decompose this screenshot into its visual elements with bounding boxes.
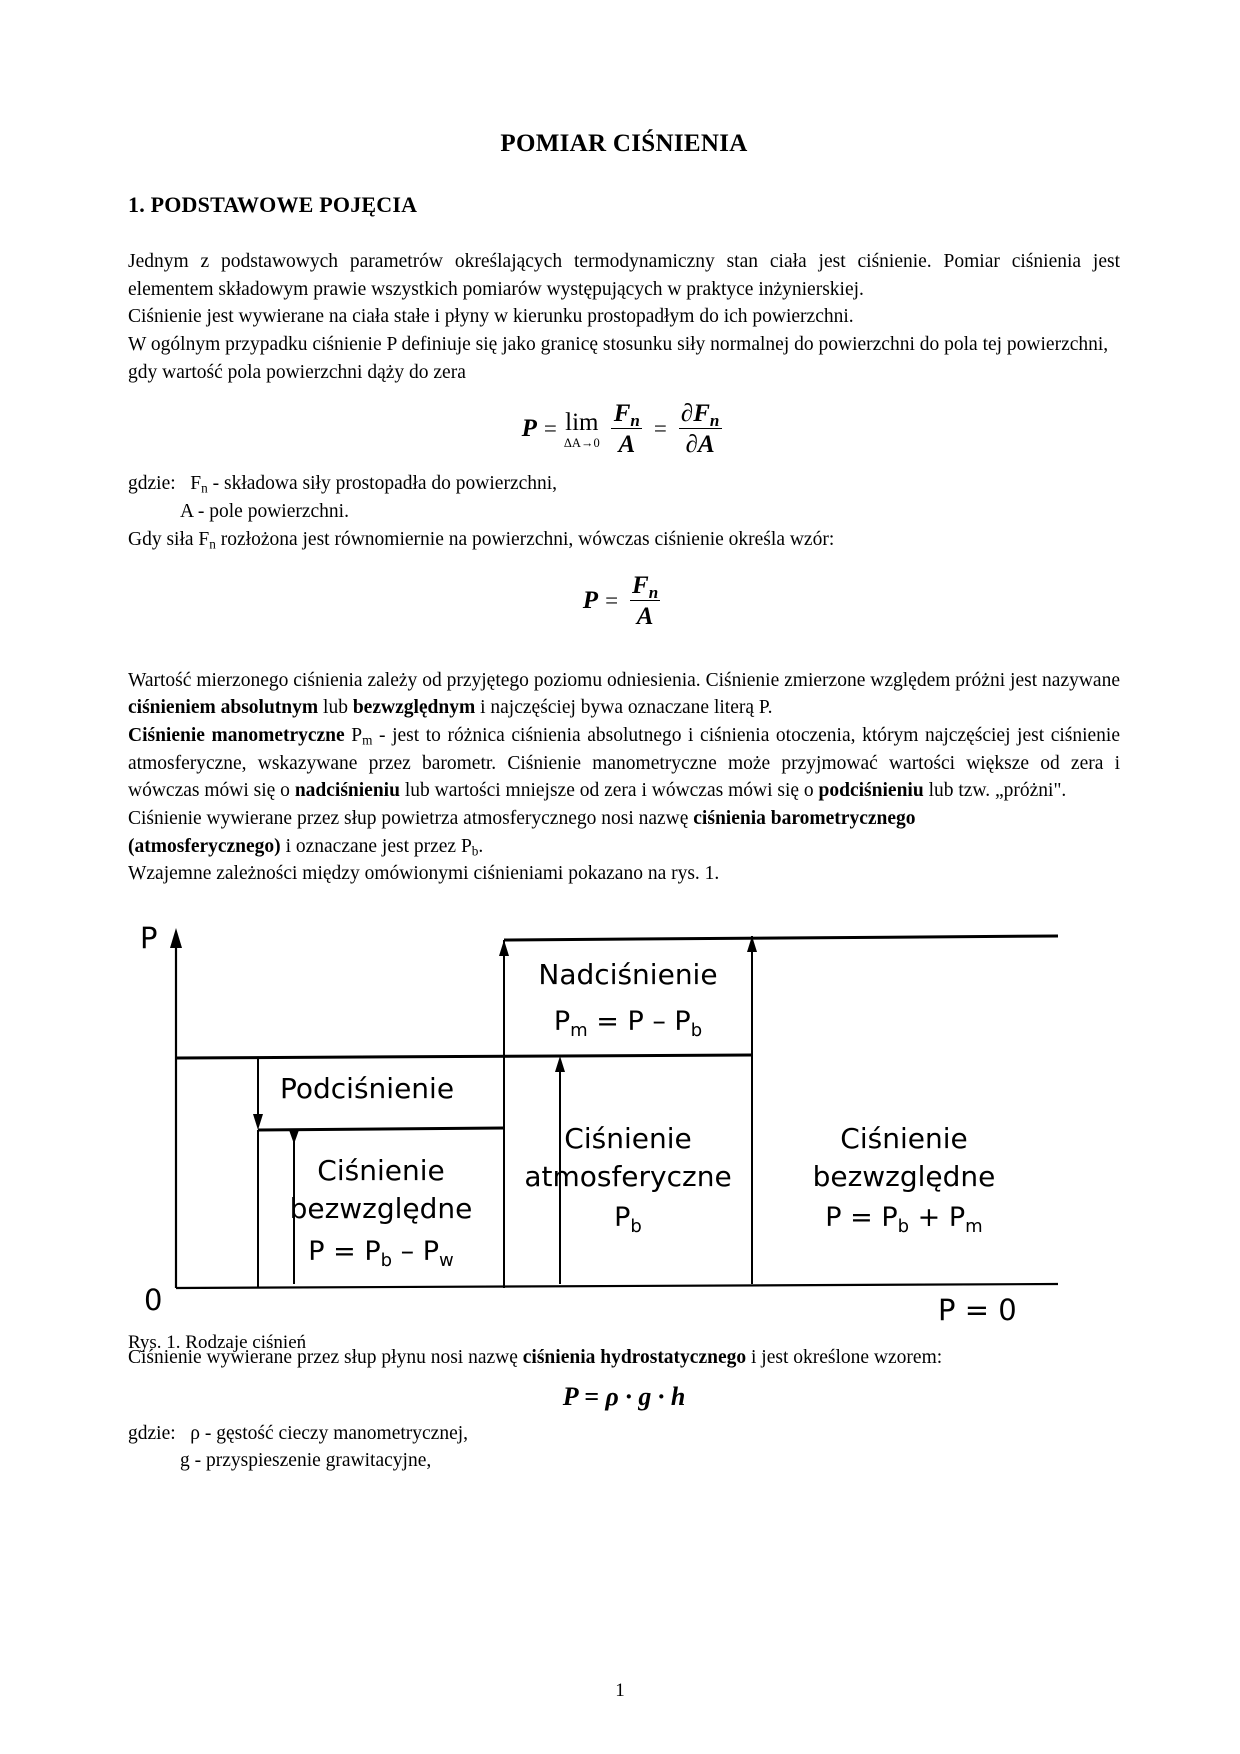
- axis-y-label: P: [140, 922, 158, 955]
- axis-zero-line-label: P = 0: [938, 1293, 1017, 1322]
- y-axis-arrowhead: [170, 928, 182, 948]
- fraction-denominator: A: [611, 428, 642, 458]
- label-abs-right-line2: bezwzględne: [812, 1160, 996, 1193]
- symbol-fn-subscript: n: [201, 481, 208, 497]
- where-g-description: g - przyspieszenie grawitacyjne,: [180, 1450, 432, 1472]
- figure-caption: Rys. 1. Rodzaje ciśnień: [128, 1332, 307, 1353]
- p5-text-c: lub: [318, 697, 353, 719]
- top-pressure-level-line: [504, 936, 1058, 940]
- fraction-partial-fn-over-partial-a: [674, 400, 727, 458]
- partial-numerator-symbol: ∂F: [680, 400, 710, 428]
- podcisnienie-arrow-head: [253, 1114, 263, 1130]
- term-podcisnienie: podciśnieniu: [818, 780, 924, 802]
- x-axis-zero-line: [176, 1284, 1058, 1288]
- label-atm-line2: atmosferyczne: [524, 1160, 732, 1193]
- label-nadcisnienie: Nadciśnienie: [538, 958, 718, 991]
- figure-pressure-types: [128, 922, 1120, 1353]
- formula-pressure-simple: [128, 572, 1120, 630]
- paragraph-direction: Ciśnienie jest wywierane na ciała stałe i płyny w kierunku prostopadłym do ich powierzchni.: [128, 306, 854, 328]
- fraction2-numerator-symbol: F: [632, 571, 649, 599]
- fraction2-numerator-subscript: n: [648, 582, 659, 602]
- label-abs-left-line2: bezwzględne: [289, 1192, 473, 1225]
- partial-denominator: ∂A: [679, 428, 722, 458]
- label-abs-left-line1: Ciśnienie: [317, 1154, 445, 1187]
- gdzie2-label: gdzie:: [128, 1422, 176, 1444]
- p4-subscript: n: [209, 536, 216, 552]
- p6-text-a: - jest to różnica ciśnienia absolutnego i ciśnienia otoczenia, którym najczęściej jest ciśnienie atmosferyczne, wskazywane przez barometr. Ciśnienie manometryczne może przyjmować wartości większe od zera i wówczas mówi się o: [128, 724, 1121, 802]
- symbol-fn: F: [190, 473, 202, 495]
- gdzie-label: gdzie:: [128, 473, 176, 495]
- page-title: POMIAR CIŚNIENIA: [500, 130, 748, 157]
- formula-abs-left: $P = P_b - P_w$: [308, 1236, 454, 1271]
- p7-text-a: Ciśnienie wywierane przez słup powietrza atmosferycznego nosi nazwę: [128, 807, 694, 829]
- paragraph-definition: W ogólnym przypadku ciśnienie P definiuje się jako granicę stosunku siły normalnej do powierzchni do pola tej powierzchni, gdy wartość pola powierzchni dąży do zera: [128, 334, 1109, 383]
- p4-text-a: Gdy siła F: [128, 528, 210, 550]
- formula2-equals: =: [605, 587, 619, 613]
- where-rho-description: ρ - gęstość cieczy manometrycznej,: [190, 1422, 469, 1444]
- formula-hydrostatic: [128, 1382, 1120, 1412]
- paragraph-intro: Jednym z podstawowych parametrów określających termodynamiczny stan ciała jest ciśnienie. Pomiar ciśnienia jest elementem składowym prawie wszystkich pomiarów występujących w praktyce inżynierskiej.: [128, 251, 1120, 300]
- formula-equals-1: =: [543, 416, 557, 442]
- partial-numerator: [674, 400, 727, 431]
- where-list-1: [128, 470, 1120, 525]
- symbol-pm-subscript: m: [362, 732, 373, 748]
- symbol-pm: P: [351, 724, 363, 746]
- absolute-pressure-level-line: [258, 1128, 504, 1130]
- label-podcisnienie: Podciśnienie: [280, 1072, 455, 1105]
- p6-text-d: lub tzw. „próżni".: [923, 780, 1067, 802]
- formula-pressure-limit: [128, 400, 1120, 458]
- p5-text-a: Wartość mierzonego ciśnienia zależy od przyjętego poziomu odniesienia. Ciśnienie zmierzone względem próżni jest nazywane: [128, 669, 1120, 691]
- p6-text-c: lub wartości mniejsze od zera i wówczas mówi się o: [399, 780, 819, 802]
- limit-subscript: ΔA→0: [563, 435, 600, 450]
- fraction-numerator: [607, 400, 647, 431]
- p9-text-c: i jest określone wzorem:: [746, 1347, 943, 1368]
- abs-left-arrow-head: [289, 1130, 299, 1144]
- formula-lhs: P: [521, 415, 537, 443]
- formula-abs-right: $P = P_b + P_m$: [825, 1202, 983, 1237]
- limit-operator: [564, 410, 600, 450]
- where-fn-description: - składowa siły prostopadła do powierzchni,: [207, 473, 558, 495]
- formula-atm: $P_b$: [614, 1202, 642, 1237]
- formula-equals-2: =: [653, 416, 667, 442]
- paragraph-uniform-force: [128, 526, 1120, 554]
- term-hydrostatic-pressure: ciśnienia hydrostatycznego: [522, 1347, 747, 1368]
- page-number: 1: [615, 1680, 625, 1701]
- p7-subscript: b: [471, 843, 479, 859]
- where-a-description: A - pole powierzchni.: [180, 501, 349, 523]
- term-atmospheric: (atmosferycznego): [128, 835, 281, 857]
- fraction2-numerator: [625, 572, 665, 600]
- p9-text-a: Ciśnienie wywierane przez słup płynu nosi nazwę: [128, 1347, 523, 1368]
- term-barometric-pressure: ciśnienia barometrycznego: [693, 807, 916, 829]
- atmospheric-arrow-head: [555, 1056, 565, 1072]
- partial-numerator-subscript: n: [709, 411, 720, 431]
- formula2-lhs: P: [582, 586, 599, 614]
- barometric-level-line: [176, 1055, 752, 1058]
- label-abs-right-line1: Ciśnienie: [840, 1122, 968, 1155]
- label-atm-line1: Ciśnienie: [564, 1122, 692, 1155]
- p5-text-d: i najczęściej bywa oznaczane literą P.: [475, 697, 773, 719]
- section-heading: 1. PODSTAWOWE POJĘCIA: [128, 192, 418, 217]
- limit-lim-text: lim: [565, 408, 599, 436]
- paragraph-reference-level: [128, 667, 1120, 722]
- p7-text-c: i oznaczane jest przez P: [280, 835, 472, 857]
- term-absolute-pressure: ciśnieniem absolutnym: [128, 697, 319, 719]
- axis-origin-label: 0: [144, 1283, 163, 1317]
- paragraph-gauge-pressure: [128, 722, 1120, 805]
- formula3-expression: P = ρ · g · h: [562, 1381, 686, 1411]
- paragraph-figure-reference: Wzajemne zależności między omówionymi ciśnieniami pokazano na rys. 1.: [128, 863, 720, 885]
- where-list-2: [128, 1420, 1120, 1475]
- numerator-symbol: F: [613, 400, 631, 428]
- term-bezwzgledne: bezwzględnym: [352, 697, 476, 719]
- paragraph-barometric-pressure: [128, 805, 1120, 860]
- term-gauge-pressure: Ciśnienie manometryczne: [128, 724, 345, 746]
- numerator-subscript: n: [630, 411, 640, 431]
- fraction-fn-over-a: [607, 400, 647, 458]
- p7-text-d: .: [478, 835, 484, 857]
- fraction2: [625, 572, 665, 630]
- p4-text-b: rozłożona jest równomiernie na powierzchni, wówczas ciśnienie określa wzór:: [215, 528, 835, 550]
- term-nadcisnienie: nadciśnieniu: [294, 780, 400, 802]
- pressure-diagram-svg: [128, 922, 1088, 1322]
- fraction2-denominator: A: [630, 600, 661, 630]
- nadcisnienie-arrow-left-head: [499, 940, 509, 956]
- formula-nadcisnienie: $P_m = P - P_b$: [553, 1006, 703, 1041]
